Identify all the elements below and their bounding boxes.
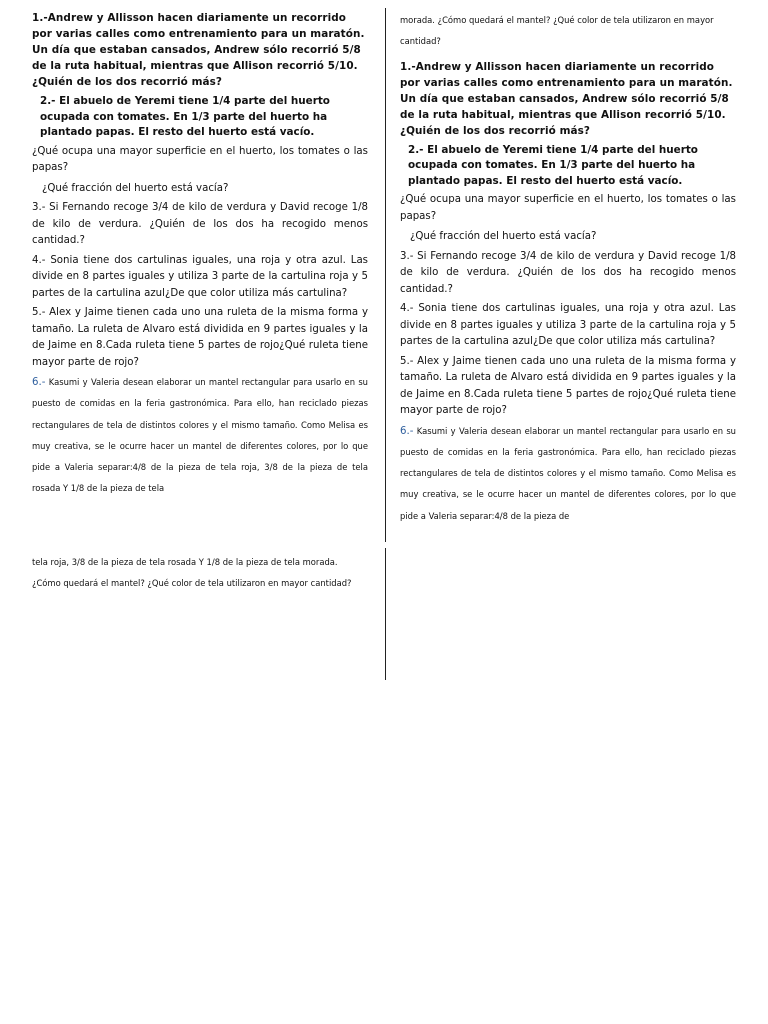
question-3: 3.- Si Fernando recoge 3/4 de kilo de verdura y David recoge 1/8 de kilo de verdura. ¿Quién de los dos ha recogido menos cantidad.? xyxy=(400,250,736,295)
question-1: 1.-Andrew y Allisson hacen diariamente un recorrido por varias calles como entrenamiento para un maratón. Un día que estaban cansados, Andrew sólo recorrió 5/8 de la ruta habitual, mientras que Allison recorrió 5/10. ¿Quién de los dos recorrió más? xyxy=(400,60,733,137)
left-column xyxy=(32,10,368,500)
question-6 xyxy=(32,372,368,500)
question-6-continuation: tela roja, 3/8 de la pieza de tela rosada Y 1/8 de la pieza de tela morada. ¿Cómo quedará el mantel? ¿Qué color de tela utilizaron en mayor cantidad? xyxy=(32,557,352,589)
column-divider-bottom xyxy=(385,548,386,680)
question-2b: ¿Qué fracción del huerto está vacía? xyxy=(42,182,229,194)
question-1: 1.-Andrew y Allisson hacen diariamente un recorrido por varias calles como entrenamiento para un maratón. Un día que estaban cansados, Andrew sólo recorrió 5/8 de la ruta habitual, mientras que Allison recorrió 5/10. ¿Quién de los dos recorrió más? xyxy=(32,12,365,88)
left-column-continuation xyxy=(32,552,368,595)
question-6-text: Kasumi y Valeria desean elaborar un mantel rectangular para usarlo en su puesto de comidas en la feria gastronómica. Para ello, han reciclado piezas rectangulares de tela de distintos colores y el mismo tamaño. Como Melisa es muy creativa, se le ocurre hacer un mantel de diferentes colores, por lo que pide a Valeria separar:4/8 de la pieza de xyxy=(400,425,736,521)
right-column xyxy=(400,10,736,527)
question-3: 3.- Si Fernando recoge 3/4 de kilo de verdura y David recoge 1/8 de kilo de verdura. ¿Quién de los dos ha recogido menos cantidad.? xyxy=(32,202,368,246)
question-6-text: Kasumi y Valeria desean elaborar un mantel rectangular para usarlo en su puesto de comidas en la feria gastronómica. Para ello, han reciclado piezas rectangulares de tela de distintos colores y el mismo tamaño. Como Melisa es muy creativa, se le ocurre hacer un mantel de diferentes colores, por lo que pide a Valeria separar:4/8 de la pieza de tela roja, 3/8 de la pieza de tela rosada Y 1/8 de la pieza de tela xyxy=(32,377,368,494)
question-2: 2.- El abuelo de Yeremi tiene 1/4 parte del huerto ocupada con tomates. En 1/3 parte del huerto ha plantado papas. El resto del huerto está vacío. xyxy=(408,143,698,187)
question-6-number: 6.- xyxy=(32,377,46,388)
question-2a: ¿Qué ocupa una mayor superficie en el huerto, los tomates o las papas? xyxy=(32,145,368,173)
question-6 xyxy=(400,421,736,527)
question-6-number: 6.- xyxy=(400,425,414,437)
question-2: 2.- El abuelo de Yeremi tiene 1/4 parte del huerto ocupada con tomates. En 1/3 parte del huerto ha plantado papas. El resto del huerto está vacío. xyxy=(40,95,330,138)
question-6-continuation: morada. ¿Cómo quedará el mantel? ¿Qué color de tela utilizaron en mayor cantidad? xyxy=(400,15,714,47)
question-5: 5.- Alex y Jaime tienen cada uno una ruleta de la misma forma y tamaño. La ruleta de Alvaro está dividida en 9 partes iguales y la de Jaime en 8.Cada ruleta tiene 5 partes de rojo¿Qué ruleta tiene mayor parte de rojo? xyxy=(400,355,736,417)
question-4: 4.- Sonia tiene dos cartulinas iguales, una roja y otra azul. Las divide en 8 partes iguales y utiliza 3 parte de la cartulina roja y 5 partes de la cartulina azul¿De que color utiliza más cartulina? xyxy=(400,303,736,348)
question-2a: ¿Qué ocupa una mayor superficie en el huerto, los tomates o las papas? xyxy=(400,194,736,222)
column-divider-top xyxy=(385,8,386,542)
question-5: 5.- Alex y Jaime tienen cada uno una ruleta de la misma forma y tamaño. La ruleta de Alvaro está dividida en 9 partes iguales y la de Jaime en 8.Cada ruleta tiene 5 partes de rojo¿Qué ruleta tiene mayor parte de rojo? xyxy=(32,307,368,368)
question-2b: ¿Qué fracción del huerto está vacía? xyxy=(410,231,597,243)
question-4: 4.- Sonia tiene dos cartulinas iguales, una roja y otra azul. Las divide en 8 partes iguales y utiliza 3 parte de la cartulina roja y 5 partes de la cartulina azul¿De que color utiliza más cartulina? xyxy=(32,254,368,299)
